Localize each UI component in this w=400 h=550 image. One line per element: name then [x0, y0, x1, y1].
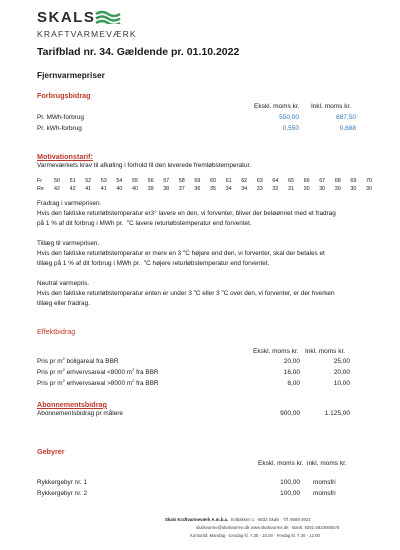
re-value: 38: [163, 186, 170, 192]
re-value: 37: [178, 186, 185, 192]
fr-value: 60: [210, 178, 216, 184]
abonnement-ex: 900,00: [280, 410, 300, 417]
forbrug-row-ex: 0,550: [282, 125, 299, 132]
page-title: Tarifblad nr. 34. Gældende pr. 01.10.2022: [37, 46, 240, 58]
gebyr-row-inc: momsfri: [313, 490, 336, 497]
neutral-line1: [37, 287, 335, 297]
effekt-label-b: boligareal fra BBR: [64, 358, 119, 365]
abonnement-inc: 1.125,00: [324, 410, 350, 417]
fr-value: 55: [132, 178, 138, 184]
footer-address: Solbakken 1 · 8832 Skals · Tlf. 8669 4923: [230, 517, 311, 522]
effekt-row-label: [37, 355, 119, 365]
re-value: 35: [210, 186, 216, 192]
forbrug-row-inc: 687,50: [336, 114, 356, 121]
temperature-table: [37, 178, 372, 194]
effekt-label-a: Pris pr m: [37, 358, 63, 365]
company-logo: [37, 9, 137, 39]
logo-subtitle: KRAFTVARMEVÆRK: [37, 29, 137, 39]
re-value: 32: [272, 186, 279, 192]
motivation-intro: Varmeværkets krav til afkøling i forhold til den leverede fremløbstemperatur.: [37, 162, 252, 169]
tillaeg-line1: [37, 247, 325, 257]
re-value: 41: [100, 186, 107, 192]
tillaeg-line1-b: C højere end den, vi forventer, skal der betales et: [185, 250, 325, 257]
footer-company: Skals Kraftvarmeværk A.m.b.a.: [165, 517, 229, 522]
re-value: 42: [69, 186, 76, 192]
effekt-label-b: erhvervsareal <8000 m: [64, 369, 133, 376]
fr-value: 63: [256, 178, 263, 184]
fr-value: 61: [225, 178, 232, 184]
forbrug-col-ex: Ekskl. moms kr.: [254, 103, 300, 110]
tillaeg-line2-a: tillæg på 1 % af dit forbrug i MWh pr.: [37, 260, 141, 267]
re-value: 30: [303, 186, 310, 192]
neutral-line1-c: C over den, vi forventer, er der hverken: [223, 290, 335, 297]
fr-value: 51: [69, 178, 76, 184]
tillaeg-line1-a: Hvis den faktiske returløbstemperatur er mere en 3: [37, 250, 182, 257]
degree-mark: o: [221, 287, 224, 293]
effekt-row-inc: 25,00: [333, 358, 350, 365]
fradrag-title: Fradrag i varmeprisen.: [37, 200, 102, 207]
effekt-row-ex: 16,00: [283, 369, 300, 376]
gebyr-row-ex: 100,00: [280, 479, 300, 486]
re-value: 34: [241, 186, 248, 192]
forbrug-row-inc: 0,688: [339, 125, 356, 132]
effekt-label-c: fra BBR: [134, 380, 159, 387]
wave-logo-icon: [95, 10, 121, 24]
effekt-col-ex: Ekskl. moms kr.: [253, 348, 299, 355]
gebyrer-col-inc: inkl. moms kr.: [307, 460, 347, 467]
fr-value: 64: [272, 178, 279, 184]
forbrug-col-inc: Inkl. moms kr.: [311, 103, 352, 110]
squared-mark: 2: [132, 377, 135, 383]
fr-value: 69: [350, 178, 357, 184]
effekt-label-a: Pris pr m: [37, 380, 63, 387]
abonnement-label: Abonnementsbidrag pr målere: [37, 410, 123, 417]
fradrag-line2: [37, 217, 252, 227]
effektbidrag-heading: Effektbidrag: [37, 327, 76, 336]
effekt-label-b: erhvervsareal >8000 m: [64, 380, 133, 387]
footer-line3: Kontortid: Mandag - torsdag kl. 7.30 - 15.00 · Fredag kl. 7.30 - 12.00: [190, 533, 320, 538]
tillaeg-line2: [37, 257, 270, 267]
re-value: 33: [256, 186, 263, 192]
gebyrer-heading: Gebyrer: [37, 447, 65, 456]
gebyr-row-ex: 100,00: [280, 490, 300, 497]
effekt-row-inc: 10,00: [333, 380, 350, 387]
re-value: 31: [288, 186, 294, 192]
logo-name: SKALS: [37, 9, 96, 26]
forbrugsbidrag-heading: Forbrugsbidrag: [37, 91, 91, 100]
effekt-row-ex: 8,00: [287, 380, 300, 387]
fr-value: 67: [319, 178, 326, 184]
re-value: 36: [194, 186, 201, 192]
re-value: 41: [85, 186, 92, 192]
fr-value: 50: [54, 178, 60, 184]
squared-mark: 2: [62, 355, 65, 361]
fr-label: Fr: [37, 178, 43, 184]
re-value: 30: [350, 186, 357, 192]
degree-mark: o: [193, 287, 196, 293]
effekt-label-a: Pris pr m: [37, 369, 63, 376]
fr-value: 56: [147, 178, 154, 184]
re-value: 30: [319, 186, 326, 192]
effekt-row-label: [37, 366, 159, 376]
fradrag-line1: Hvis den faktiske returløbstemperatur er3° lavere en den, vi forventer, bliver der beløønnet med et fradrag: [37, 210, 336, 217]
effekt-row-label: [37, 377, 159, 387]
squared-mark: 2: [62, 377, 65, 383]
footer-line2: skalsvarme@skalsvarme.dk www.skalsvarme.dk · Bank: 9281-2810066576: [196, 525, 340, 530]
re-value: 42: [54, 186, 60, 192]
squared-mark: 2: [132, 366, 135, 372]
tillaeg-title: Tillæg til varmeprisen.: [37, 240, 100, 247]
fr-value: 52: [85, 178, 92, 184]
gebyrer-col-ex: Ekskl. moms kr.: [258, 460, 304, 467]
abonnementsbidrag-heading: Abonnementsbidrag: [37, 400, 107, 409]
re-label: Re: [37, 186, 44, 192]
neutral-title: Neutral varmepris.: [37, 280, 90, 287]
fradrag-line2-b: C lavere returløbstemperatur end forventet.: [129, 220, 252, 227]
fr-value: 68: [334, 178, 341, 184]
forbrug-row-label: Pr. MWh-forbrug: [37, 114, 84, 121]
fr-value: 59: [194, 178, 201, 184]
degree-mark: o: [182, 247, 186, 253]
gebyr-row-label: Rykkergebyr nr. 1: [37, 479, 88, 486]
re-value: 40: [116, 186, 123, 192]
degree-mark: o: [143, 257, 147, 263]
footer-line1: [165, 517, 310, 522]
re-value: 40: [132, 186, 138, 192]
fr-value: 58: [178, 178, 185, 184]
fr-value: 62: [241, 178, 248, 184]
fr-value: 70: [366, 178, 372, 184]
re-value: 30: [366, 186, 372, 192]
neutral-line1-b: C eller 3: [195, 290, 220, 297]
fr-value: 57: [163, 178, 170, 184]
re-value: 34: [225, 186, 232, 192]
squared-mark: 2: [62, 366, 65, 372]
forbrug-row-ex: 550,00: [279, 114, 299, 121]
gebyr-row-label: Rykkergebyr nr. 2: [37, 490, 88, 497]
forbrug-row-label: Pr. kWh-forbrug: [37, 125, 82, 132]
effekt-label-c: fra BBR: [134, 369, 159, 376]
tillaeg-line2-b: C højere returløbstemperatur end forventet.: [146, 260, 270, 267]
fr-value: 66: [303, 178, 310, 184]
neutral-line2: tillæg eller fradrag.: [37, 300, 90, 307]
effekt-col-inc: Inkl. moms kr.: [305, 348, 346, 355]
effekt-row-inc: 20,00: [333, 369, 350, 376]
motivationstarif-heading: Motivationstarif:: [37, 152, 93, 161]
fr-value: 53: [100, 178, 107, 184]
degree-mark: o: [126, 217, 130, 223]
gebyr-row-inc: momsfri: [313, 479, 336, 486]
neutral-line1-a: Hvis den faktiske returløbstemperatur enten er under 3: [37, 290, 192, 297]
effekt-row-ex: 20,00: [283, 358, 300, 365]
re-value: 30: [334, 186, 341, 192]
section-subtitle: Fjernvarmepriser: [37, 70, 105, 80]
fr-value: 65: [288, 178, 294, 184]
re-value: 39: [147, 186, 154, 192]
fr-value: 54: [116, 178, 123, 184]
fradrag-line2-a: på 1 % af dit forbrug i MWh pr.: [37, 220, 124, 227]
